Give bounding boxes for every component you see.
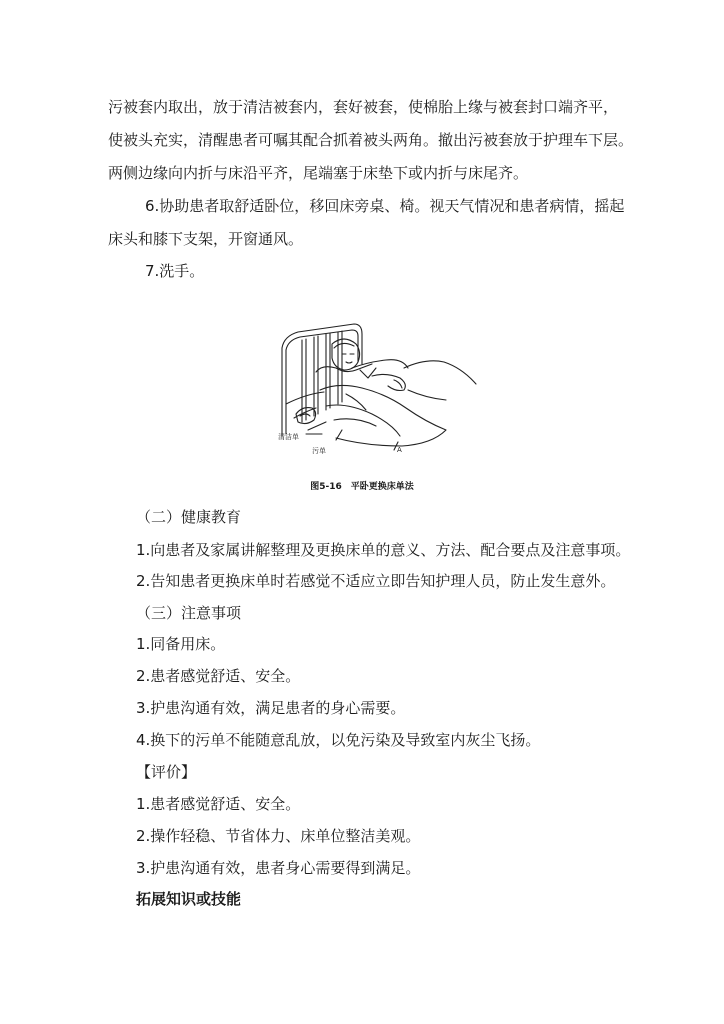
section-heading: （二）健康教育 xyxy=(136,508,242,526)
evaluation-heading: 【评价】 xyxy=(136,763,197,781)
extension-heading: 拓展知识或技能 xyxy=(136,890,242,908)
section-heading: （三）注意事项 xyxy=(136,604,242,622)
list-item: 2.告知患者更换床单时若感觉不适应立即告知护理人员，防止发生意外。 xyxy=(136,572,616,590)
step-7-line: 7.洗手。 xyxy=(145,262,205,280)
list-item: 1.同备用床。 xyxy=(136,635,226,653)
figure-caption: 图5-16 平卧更换床单法 xyxy=(310,482,414,492)
list-item: 2.操作轻稳、节省体力、床单位整洁美观。 xyxy=(136,827,421,845)
dirty-sheet-label: 污单 xyxy=(312,447,326,455)
paragraph-line: 床头和膝下支架，开窗通风。 xyxy=(108,230,304,248)
point-a-label: A xyxy=(397,446,402,454)
list-item: 3.护患沟通有效，患者身心需要得到满足。 xyxy=(136,859,421,877)
bed-linen-change-illustration xyxy=(276,318,486,460)
list-item: 1.向患者及家属讲解整理及更换床单的意义、方法、配合要点及注意事项。 xyxy=(136,541,631,559)
clean-sheet-label: 清洁单 xyxy=(278,433,299,441)
paragraph-line: 使被头充实，清醒患者可嘱其配合抓着被头两角。撤出污被套放于护理车下层。 xyxy=(108,131,634,149)
step-6-line: 6.协助患者取舒适卧位，移回床旁桌、椅。视天气情况和患者病情，摇起 xyxy=(145,197,625,215)
list-item: 4.换下的污单不能随意乱放，以免污染及导致室内灰尘飞扬。 xyxy=(136,731,541,749)
list-item: 3.护患沟通有效，满足患者的身心需要。 xyxy=(136,699,406,717)
list-item: 1.患者感觉舒适、安全。 xyxy=(136,795,301,813)
paragraph-line: 两侧边缘向内折与床沿平齐，尾端塞于床垫下或内折与床尾齐。 xyxy=(108,164,529,182)
paragraph-line: 污被套内取出，放于清洁被套内，套好被套，使棉胎上缘与被套封口端齐平， xyxy=(108,98,619,116)
list-item: 2.患者感觉舒适、安全。 xyxy=(136,667,301,685)
